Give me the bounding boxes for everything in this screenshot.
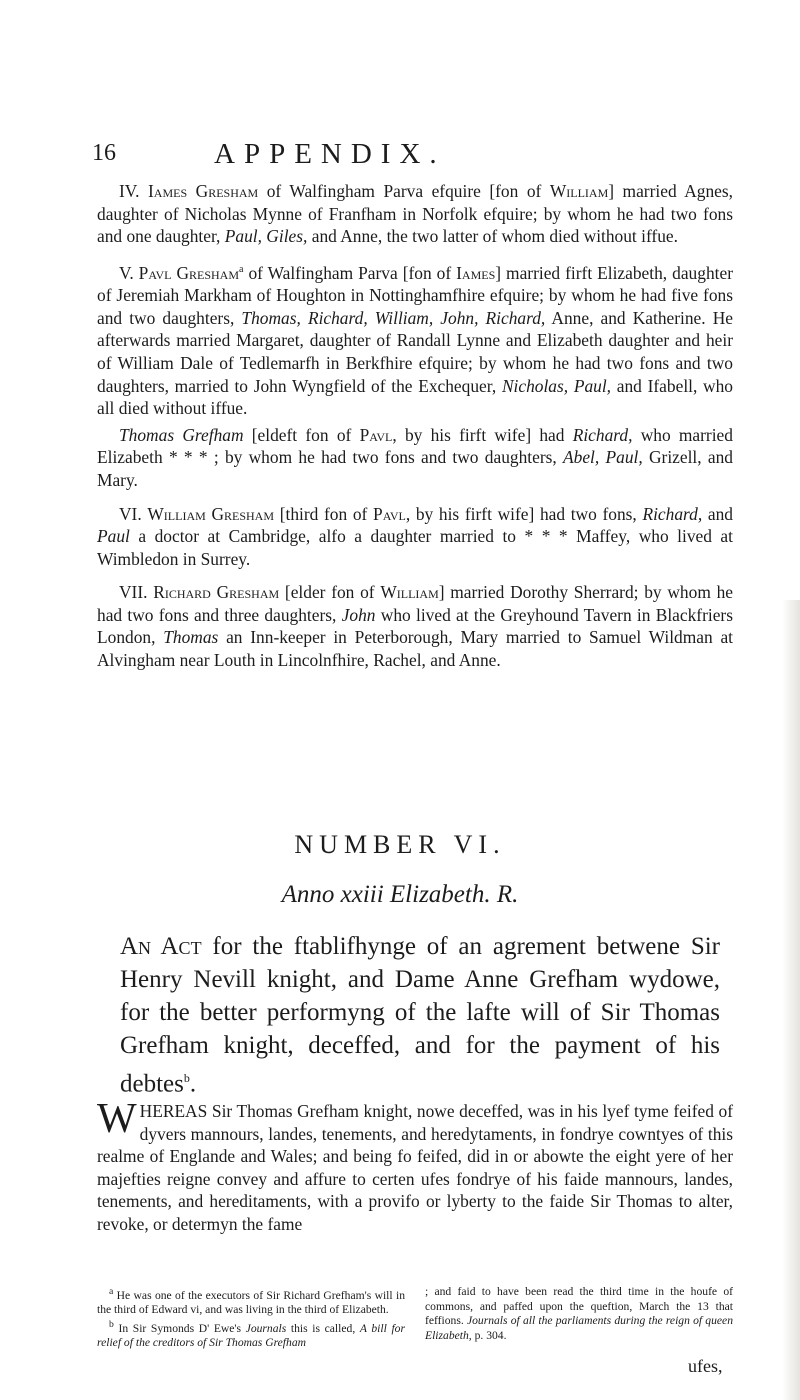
- footnote-text: He was one of the executors of Sir Richard Grefham's will in the third of Edward vi, and was living in the third of Elizabeth.: [97, 1288, 405, 1317]
- footnote-text: In Sir Symonds D' Ewe's: [113, 1321, 246, 1335]
- footnote-mark: a: [239, 263, 244, 275]
- parent-ref: Pavl: [373, 503, 406, 524]
- footnote-mark: b: [109, 1318, 114, 1330]
- para-text: ] married Agnes, daughter of Nicholas Mynne of Franfham in Norfolk efquire; by whom he had two fons and one daughter,: [97, 181, 733, 247]
- para-text: [eldeft fon of: [243, 424, 360, 445]
- footnote-a: [97, 1285, 405, 1318]
- para-text: , by his firft wife] had two fons,: [405, 503, 643, 524]
- para-text: and Ifabell, who all died without iffue.: [97, 375, 733, 419]
- children-names: John: [341, 604, 376, 625]
- footnote-text: p. 304.: [471, 1328, 507, 1342]
- parent-ref: William: [380, 582, 439, 603]
- person-name: William Gresham: [147, 503, 275, 524]
- para-text: , by his firft wife] had: [392, 424, 573, 445]
- para-text: and: [702, 503, 733, 524]
- para-text: Anne, and Katherine. He afterwards married Margaret, daughter of Randall Lynne and Elizabeth daughter and heir of William Dale of Tedlemarfh in Berkfhire efquire; by whom he had two fons and two daughters, married to John Wyngfield of the Exchequer,: [97, 307, 733, 396]
- para-text: [elder fon of: [279, 582, 381, 603]
- para-number: VI.: [119, 503, 142, 524]
- footnote-column-left: [97, 1285, 405, 1351]
- footnote-text: this is called,: [286, 1321, 360, 1335]
- parent-ref: William: [549, 181, 609, 201]
- genealogy-text: [97, 180, 733, 672]
- footnote-mark: a: [109, 1286, 114, 1297]
- children-names: Nicholas, Paul,: [501, 375, 612, 396]
- para-text: and Anne, the two latter of whom died without iffue.: [307, 226, 678, 247]
- page-number: 16: [92, 140, 116, 166]
- person-name: Iames Gresham: [148, 181, 259, 201]
- person-name: Pavl Gresham: [138, 262, 240, 283]
- footnotes: [97, 1285, 733, 1351]
- para-text: a doctor at Cambridge, alfo a daughter married to * * * Maffey, who lived at Wimbledon in Surrey.: [97, 526, 733, 569]
- footnote-b: [97, 1318, 405, 1351]
- parent-ref: Iames: [456, 262, 496, 283]
- children-names: Richard,: [572, 424, 633, 445]
- footnote-mark: b: [183, 1071, 190, 1085]
- paragraph-vii: [97, 581, 733, 671]
- paragraph-thomas: [97, 424, 733, 492]
- person-name: Richard Gresham: [153, 582, 280, 603]
- para-text: of Walfingham Parva [fon of: [243, 262, 457, 283]
- paragraph-vi: [97, 503, 733, 571]
- footnote-column-right: [425, 1285, 733, 1351]
- para-text: Grizell, and Mary.: [97, 447, 733, 490]
- para-text: of Walfingham Parva efquire [fon of: [258, 181, 550, 201]
- children-names: Richard,: [642, 503, 703, 524]
- whereas-text: Sir Thomas Grefham knight, nowe deceffed, was in his lyef tyme feifed of dyvers mannours, landes, tenements, and heredytaments, in fondrye cowntyes of this realme of Englande and Wales; and being fo feifed, did in or abowte the eight yere of her majefties reigne convey and affure to certen ufes fondrye of his faide mannours, landes, tenements, and hereditaments, with a provifo or lyberty to the faide Sir Thomas to alter, revoke, or determyn the fame: [97, 1101, 733, 1234]
- para-text: an Inn-keeper in Peterborough, Mary married to Samuel Wildman at Alvingham near Louth in Lincolnfhire, Rachel, and Anne.: [97, 627, 733, 671]
- footnote-title: Journals of all the parliaments during the reign of queen Elizabeth,: [425, 1314, 733, 1342]
- para-text: who lived at the Greyhound Tavern in Blackfriers London,: [97, 604, 733, 648]
- footnote-text: ; and faid to have been read the third time in the houfe of commons, and paffed upon the queftion, March the 13 that feffions.: [425, 1285, 733, 1327]
- children-names: Thomas: [163, 627, 219, 648]
- running-head: APPENDIX.: [214, 138, 446, 170]
- whereas-paragraph: [97, 1096, 733, 1236]
- page-header: [0, 138, 800, 178]
- paragraph-v: [97, 259, 733, 420]
- section-heading: NUMBER VI.: [294, 830, 506, 859]
- para-number: IV.: [119, 181, 140, 201]
- footnote-title: Journals: [245, 1321, 287, 1335]
- para-text: ] married firft Elizabeth, daughter of Jeremiah Markham of Houghton in Nottinghamfhire efquire; by whom he had five fons and two daughters,: [97, 262, 733, 328]
- children-names: Paul, Giles,: [224, 226, 308, 247]
- parent-ref: Pavl: [359, 424, 393, 445]
- catchword: ufes,: [688, 1356, 723, 1376]
- children-names: Abel, Paul,: [563, 447, 643, 468]
- footnote-b-cont: [425, 1285, 733, 1343]
- page-edge-shadow: [782, 600, 800, 1400]
- footnote-quote: A bill for relief of the creditors of Sir Thomas Grefham: [97, 1321, 405, 1350]
- para-text: [third fon of: [274, 503, 374, 524]
- act-lead: An Act: [120, 933, 202, 960]
- children-names: Thomas, Richard, William, John, Richard,: [241, 307, 546, 328]
- para-number: VII.: [119, 582, 148, 603]
- act-title: [120, 930, 720, 1100]
- act-end: .: [189, 1070, 197, 1098]
- para-text: ] married Dorothy Sherrard; by whom he had two fons and three daughters,: [97, 582, 733, 625]
- act-text: for the ftablifhynge of an agrement betwene Sir Henry Nevill knight, and Dame Anne Grefham wydowe, for the better performyng of the lafte will of Sir Thomas Grefham knight, deceffed, and for the payment of his debtes: [120, 933, 720, 1098]
- regnal-year: Anno xxiii Elizabeth. R.: [281, 881, 519, 908]
- drop-cap: W: [97, 1096, 137, 1142]
- paragraph-iv: [97, 180, 733, 248]
- para-number: V.: [119, 262, 134, 283]
- para-text: who married Elizabeth * * * ; by whom he had two fons and two daughters,: [97, 424, 733, 468]
- whereas-lead: HEREAS: [139, 1101, 208, 1121]
- person-name: Thomas Grefham: [119, 424, 244, 445]
- children-names: Paul: [97, 526, 130, 547]
